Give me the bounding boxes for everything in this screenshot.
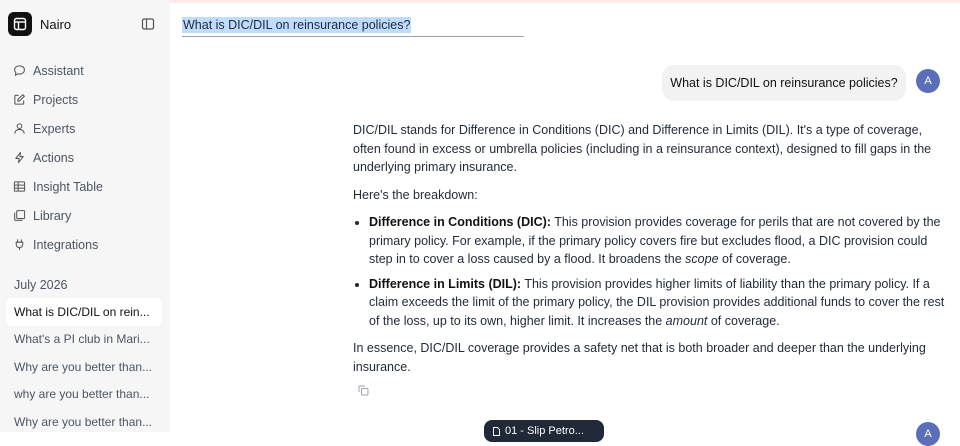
nav-item-projects[interactable]: [6, 85, 164, 114]
emphasis-scope: scope: [685, 252, 719, 266]
plug-icon: [13, 238, 26, 251]
sidebar-toggle-icon[interactable]: [141, 17, 155, 31]
brand[interactable]: [8, 12, 71, 36]
app-name: Nairo: [40, 16, 72, 32]
nav-label: Experts: [33, 121, 76, 136]
file-icon: [492, 427, 501, 436]
bullet-text: of coverage.: [707, 313, 780, 328]
history-item[interactable]: Why are you better than...: [14, 359, 153, 374]
table-grid-icon: [13, 180, 26, 193]
avatar[interactable]: A: [916, 69, 940, 93]
nav-item-insight-table[interactable]: [6, 172, 164, 201]
nav-label: Projects: [33, 92, 79, 107]
conversation-title: What is DIC/DIL on reinsurance policies?: [183, 18, 411, 32]
nav-label: Insight Table: [33, 179, 103, 194]
nairo-logo-icon: [8, 12, 32, 36]
user-message-bubble: [662, 65, 906, 101]
term-dic: Difference in Conditions (DIC):: [369, 215, 551, 229]
edit-square-icon: [13, 93, 26, 106]
history-month-heading: July 2026: [14, 278, 68, 292]
history-item-active[interactable]: What is DIC/DIL on rein...: [6, 298, 162, 326]
nav-item-integrations[interactable]: [6, 230, 164, 259]
person-icon: [13, 122, 26, 135]
lightning-icon: [13, 151, 26, 164]
user-message-text: What is DIC/DIL on reinsurance policies?: [670, 76, 898, 90]
copy-icon[interactable]: [358, 385, 369, 396]
library-icon: [13, 209, 26, 222]
nav-item-experts[interactable]: [6, 114, 164, 143]
main-nav: [6, 56, 164, 259]
nav-item-assistant[interactable]: [6, 56, 164, 85]
nav-label: Integrations: [33, 237, 99, 252]
chat-history-list: [6, 298, 162, 436]
list-item: [369, 213, 945, 269]
history-item[interactable]: why are you better than...: [14, 387, 150, 402]
chat-bubble-icon: [13, 64, 26, 77]
nav-item-library[interactable]: [6, 201, 164, 230]
nav-label: Actions: [33, 150, 74, 165]
nav-label: Library: [33, 208, 72, 223]
attachment-chip[interactable]: [484, 420, 604, 442]
term-dil: Difference in Limits (DIL):: [369, 276, 522, 291]
answer-list: [353, 213, 945, 330]
attachment-label: 01 - Slip Petro...: [505, 425, 584, 437]
bullet-text: of coverage.: [718, 252, 791, 266]
nav-item-actions[interactable]: [6, 143, 164, 172]
answer-summary: In essence, DIC/DIL coverage provides a safety net that is both broader and deeper than the underlying insurance.: [353, 341, 926, 374]
history-item[interactable]: What's a PI club in Mari...: [14, 332, 150, 347]
history-item[interactable]: Why are you better than...: [14, 414, 153, 429]
bullet-text: This provision provides coverage for perils that are not covered by the primary policy. For example, if the primary policy covers fire but excludes flood, a DIC provision could step in to cover a loss caused by a flood. It broadens the: [369, 215, 941, 266]
list-item: [369, 275, 945, 331]
answer-intro: DIC/DIL stands for Difference in Conditions (DIC) and Difference in Limits (DIL). It's a type of coverage, often found in excess or umbrella policies (including in a reinsurance context), designed to fill gaps in the underlying primary insurance.: [353, 123, 932, 174]
chat-main: [170, 0, 960, 432]
conversation-title-field[interactable]: [182, 16, 524, 37]
nav-label: Assistant: [33, 63, 84, 78]
avatar[interactable]: A: [916, 422, 940, 446]
bullet-text: This provision provides higher limits of liability than the primary policy. If a claim exceeds the limit of the primary policy, the DIL provision provides additional funds to cover the rest of the loss, up to its own, higher limit. It increases the: [369, 276, 945, 328]
answer-breakdown-label: Here's the breakdown:: [353, 187, 478, 202]
sidebar: [0, 0, 170, 432]
assistant-answer: [353, 121, 945, 385]
emphasis-amount: amount: [665, 313, 708, 328]
